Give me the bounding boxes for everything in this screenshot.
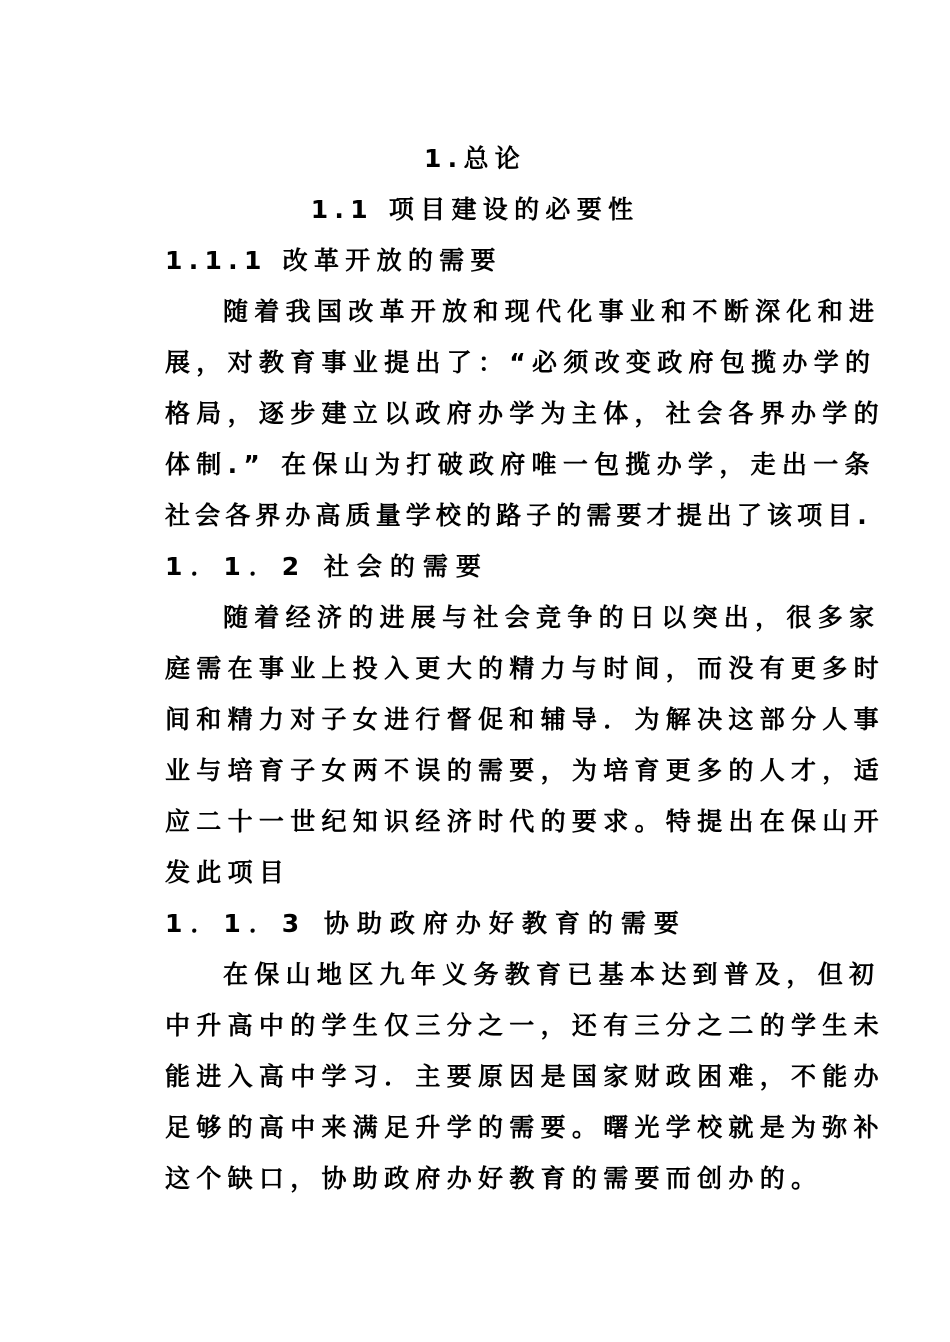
paragraph-line: 间和精力对子女进行督促和辅导．为解决这部分人事	[165, 705, 885, 734]
section-heading-1-1-1: 1.1.1 改革开放的需要	[165, 246, 502, 275]
paragraph-line: 这个缺口，协助政府办好教育的需要而创办的。	[165, 1164, 823, 1193]
section-heading-1-1-3: 1．1．3 协助政府办好教育的需要	[165, 909, 687, 938]
paragraph-line: 庭需在事业上投入更大的精力与时间，而没有更多时	[165, 654, 885, 683]
paragraph-line: 格局，逐步建立以政府办学为主体，社会各界办学的	[165, 399, 885, 428]
paragraph-line: 随着经济的进展与社会竞争的日以突出，很多家	[223, 603, 881, 632]
paragraph-line: 足够的高中来满足升学的需要。曙光学校就是为弥补	[165, 1113, 885, 1142]
paragraph-line: 展，对教育事业提出了：“必须改变政府包揽办学的	[165, 348, 877, 377]
paragraph-line: 在保山地区九年义务教育已基本达到普及，但初	[223, 960, 881, 989]
paragraph-line: 应二十一世纪知识经济时代的要求。特提出在保山开	[165, 807, 885, 836]
paragraph-line: 体制.” 在保山为打破政府唯一包揽办学，走出一条	[165, 450, 876, 479]
document-title: 1.总论	[423, 144, 527, 173]
section-heading-1-1: 1.1 项目建设的必要性	[310, 195, 640, 224]
paragraph-line: 能进入高中学习．主要原因是国家财政困难，不能办	[165, 1062, 885, 1091]
paragraph-line: 发此项目	[165, 858, 291, 887]
section-heading-1-1-2: 1．1．2 社会的需要	[165, 552, 489, 581]
paragraph-line: 社会各界办高质量学校的路子的需要才提出了该项目.	[165, 501, 872, 530]
paragraph-line: 中升高中的学生仅三分之一，还有三分之二的学生未	[165, 1011, 885, 1040]
paragraph-line: 随着我国改革开放和现代化事业和不断深化和进	[223, 297, 881, 326]
paragraph-line: 业与培育子女两不误的需要，为培育更多的人才，适	[165, 756, 885, 785]
